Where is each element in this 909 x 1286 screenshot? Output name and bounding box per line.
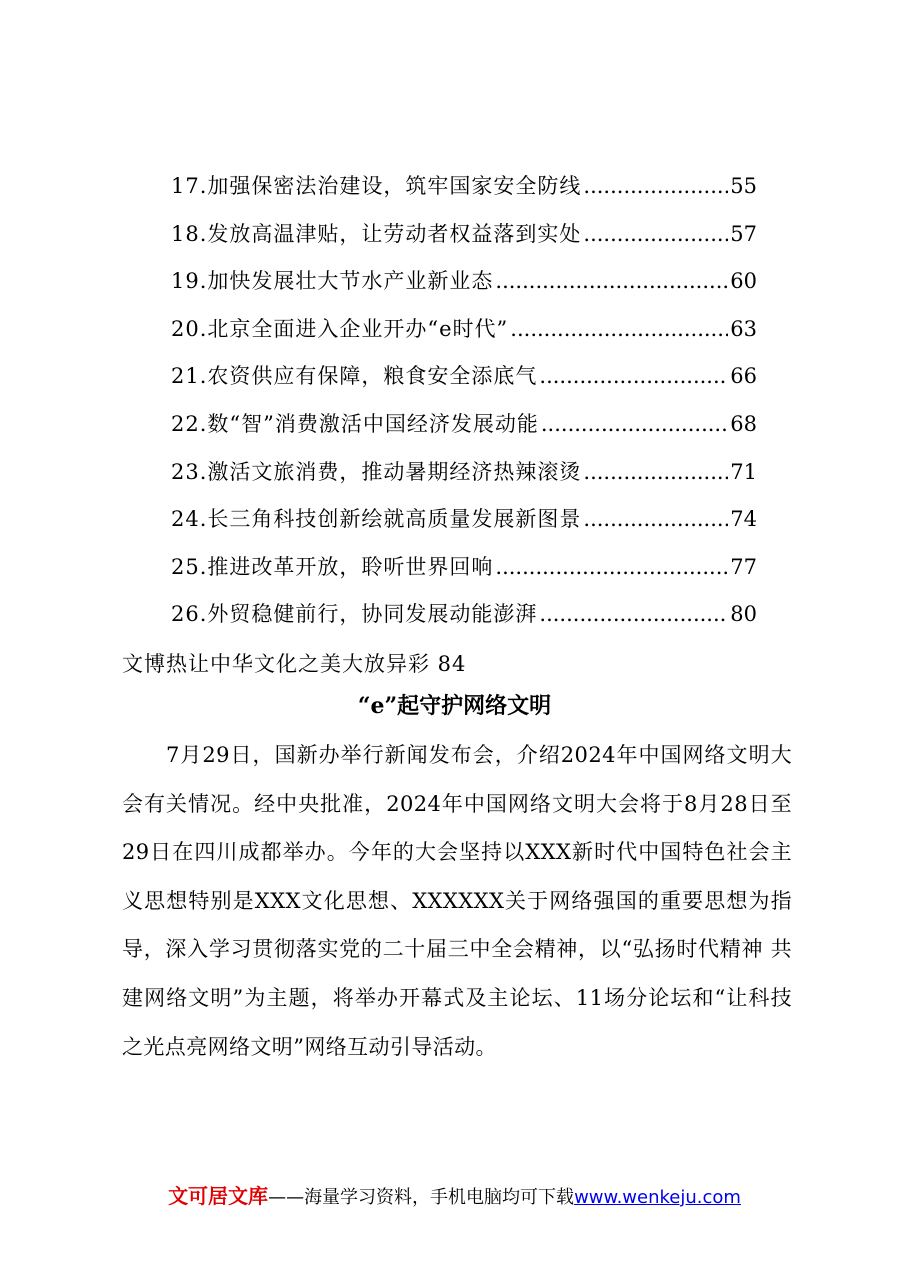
toc-entry-title: 26.外贸稳健前行，协同发展动能澎湃 xyxy=(171,602,538,627)
toc-entry[interactable] xyxy=(171,356,757,404)
article-body: 7月29日，国新办举行新闻发布会，介绍2024年中国网络文明大会有关情况。经中央批准，2024年中国网络文明大会将于8月28日至29日在四川成都举办。今年的大会坚持以XXX新时代中国特色社会主义思想特别是XXX文化思想、XXXXXX关于网络强国的重要思想为指导，深入学习贯彻落实党的二十届三中全会精神，以“弘扬时代精神 共建网络文明”为主题，将举办开幕式及主论坛、11场分论坛和“让科技之光点亮网络文明”网络互动引导活动。 xyxy=(122,743,792,1059)
toc-entry-page: 68 xyxy=(730,411,757,436)
toc-dot-leader xyxy=(495,547,728,587)
footer-brand: 文可居文库 xyxy=(168,1184,269,1208)
toc-dot-leader xyxy=(539,356,728,396)
toc-entry[interactable] xyxy=(171,309,757,357)
toc-dot-leader xyxy=(583,166,728,206)
toc-entry-page: 77 xyxy=(730,554,757,579)
toc-entry-title: 21.农资供应有保障，粮食安全添底气 xyxy=(171,364,538,389)
toc-entry[interactable] xyxy=(171,261,757,309)
article-title: “e”起守护网络文明 xyxy=(357,693,552,719)
toc-entry-title: 25.推进改革开放，聆听世界回响 xyxy=(171,554,494,579)
toc-entry[interactable] xyxy=(171,594,757,642)
toc-entry-title: 18.发放高温津贴，让劳动者权益落到实处 xyxy=(171,221,582,246)
toc-dot-leader xyxy=(539,594,728,634)
toc-entry[interactable] xyxy=(171,214,757,262)
toc-entry-page: 74 xyxy=(730,507,757,532)
toc-entry-title: 19.加快发展壮大节水产业新业态 xyxy=(171,269,494,294)
toc-entry-page: 71 xyxy=(730,459,757,484)
toc-entry[interactable] xyxy=(171,452,757,500)
toc-entry-title: 22.数“智”消费激活中国经济发展动能 xyxy=(171,411,539,436)
toc-dot-leader xyxy=(510,309,728,349)
table-of-contents xyxy=(171,166,757,642)
toc-entry-page: 57 xyxy=(730,221,757,246)
toc-entry-title: 17.加强保密法治建设，筑牢国家安全防线 xyxy=(171,174,582,198)
footer-website-link[interactable]: www.wenkeju.com xyxy=(574,1187,741,1208)
toc-entry-title: 23.激活文旅消费，推动暑期经济热辣滚烫 xyxy=(171,459,582,484)
toc-entry-title: 24.长三角科技创新绘就高质量发展新图景 xyxy=(171,507,582,532)
toc-extra-entry: 文博热让中华文化之美大放异彩 84 xyxy=(122,652,467,676)
toc-dot-leader xyxy=(495,261,728,301)
toc-entry[interactable] xyxy=(171,547,757,595)
footer-tagline: ——海量学习资料，手机电脑均可下载 xyxy=(268,1187,575,1208)
toc-entry-page: 60 xyxy=(730,269,757,294)
toc-entry[interactable] xyxy=(171,404,757,452)
toc-entry-page: 66 xyxy=(730,364,757,389)
toc-dot-leader xyxy=(583,214,728,254)
footer xyxy=(0,1180,909,1214)
toc-entry-page: 55 xyxy=(730,174,757,198)
toc-entry[interactable] xyxy=(171,499,757,547)
toc-entry-page: 63 xyxy=(730,316,757,341)
toc-entry-page: 80 xyxy=(730,602,757,627)
toc-dot-leader xyxy=(541,404,728,444)
toc-dot-leader xyxy=(583,499,728,539)
toc-entry[interactable] xyxy=(171,166,757,214)
toc-dot-leader xyxy=(583,452,728,492)
toc-entry-title: 20.北京全面进入企业开办“e时代” xyxy=(171,316,509,341)
